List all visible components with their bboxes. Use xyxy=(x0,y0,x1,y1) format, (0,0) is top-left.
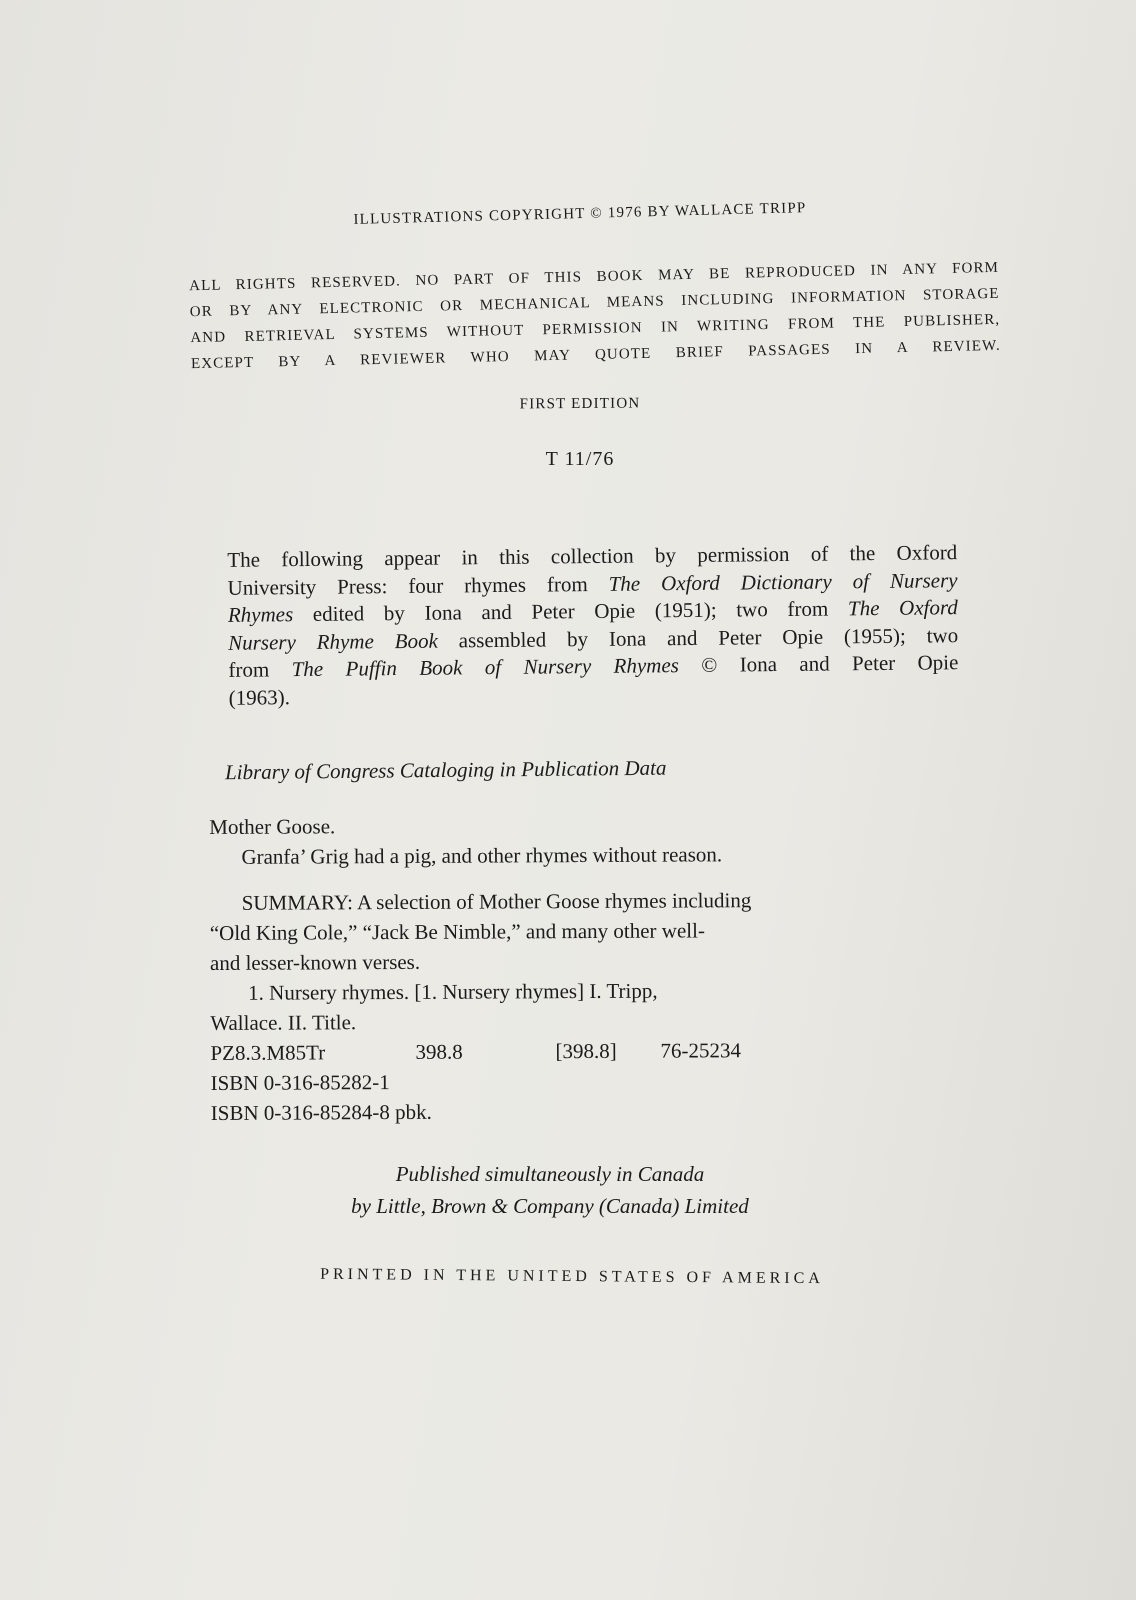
canada-line: by Little, Brown & Company (Canada) Limited xyxy=(351,1194,749,1218)
rights-line: AND RETRIEVAL SYSTEMS WITHOUT PERMISSION IN WRITING FROM THE PUBLISHER, xyxy=(190,311,1001,347)
edition-statement: FIRST EDITION xyxy=(519,395,641,413)
permission-line: University Press: four rhymes from The Oxford Dictionary of Nursery xyxy=(227,567,958,600)
cip-data-block xyxy=(209,808,971,1128)
rights-line: EXCEPT BY A REVIEWER WHO MAY QUOTE BRIEF PASSAGES IN A REVIEW. xyxy=(190,337,1001,373)
isbn-hardcover: ISBN 0-316-85282-1 xyxy=(210,1070,390,1095)
illustrations-copyright: ILLUSTRATIONS COPYRIGHT © 1976 BY WALLACE TRIPP xyxy=(353,200,807,228)
cip-heading: Library of Congress Cataloging in Publication Data xyxy=(224,755,667,785)
book-title: The Puffin Book of Nursery Rhymes xyxy=(291,653,680,682)
cip-summary-line: and lesser-known verses. xyxy=(209,949,421,975)
book-title: The Oxford xyxy=(847,595,958,621)
call-number: PZ8.3.M85Tr xyxy=(210,1040,326,1065)
canada-line: Published simultaneously in Canada xyxy=(395,1162,705,1186)
permission-line: (1963). xyxy=(228,684,291,710)
permission-line: Nursery Rhyme Book assembled by Iona and Peter Opie (1955); two xyxy=(228,622,959,655)
rights-line: OR BY ANY ELECTRONIC OR MECHANICAL MEANS INCLUDING INFORMATION STORAGE xyxy=(189,285,1000,321)
permission-line: Rhymes edited by Iona and Peter Opie (1951); two from The Oxford xyxy=(227,595,958,627)
cip-subjects-line: Wallace. II. Title. xyxy=(210,1010,357,1035)
cip-author: Mother Goose. xyxy=(209,814,336,839)
canada-publication-note xyxy=(290,1158,810,1222)
printing-code: T 11/76 xyxy=(545,448,615,470)
book-title: Nursery Rhyme Book xyxy=(228,628,438,655)
permission-line: The following appear in this collection by permission of the Oxford xyxy=(227,540,958,572)
rights-reserved-notice xyxy=(189,255,1001,377)
cip-subjects-line: 1. Nursery rhymes. [1. Nursery rhymes] I. Tripp, xyxy=(248,978,658,1005)
book-title: Rhymes xyxy=(227,602,294,627)
dewey-number: 398.8 xyxy=(415,1039,463,1064)
permission-line: from The Puffin Book of Nursery Rhymes © Iona and Peter Opie xyxy=(228,650,959,682)
cip-summary-line: SUMMARY: A selection of Mother Goose rhymes including xyxy=(241,888,752,915)
cip-title: Granfa’ Grig had a pig, and other rhymes without reason. xyxy=(241,842,723,869)
isbn-paperback: ISBN 0-316-85284-8 pbk. xyxy=(210,1099,432,1125)
dewey-bracketed: [398.8] xyxy=(555,1038,617,1064)
cip-call-number-row xyxy=(210,1034,970,1068)
book-title: The Oxford Dictionary of Nursery xyxy=(608,567,958,596)
lccn: 76-25234 xyxy=(660,1038,741,1063)
cip-summary-line: “Old King Cole,” “Jack Be Nimble,” and many other well- xyxy=(209,918,705,945)
printed-in-statement: PRINTED IN THE UNITED STATES OF AMERICA xyxy=(320,1265,824,1288)
permissions-paragraph xyxy=(227,539,959,712)
rights-line: ALL RIGHTS RESERVED. NO PART OF THIS BOOK MAY BE REPRODUCED IN ANY FORM xyxy=(189,259,1000,295)
